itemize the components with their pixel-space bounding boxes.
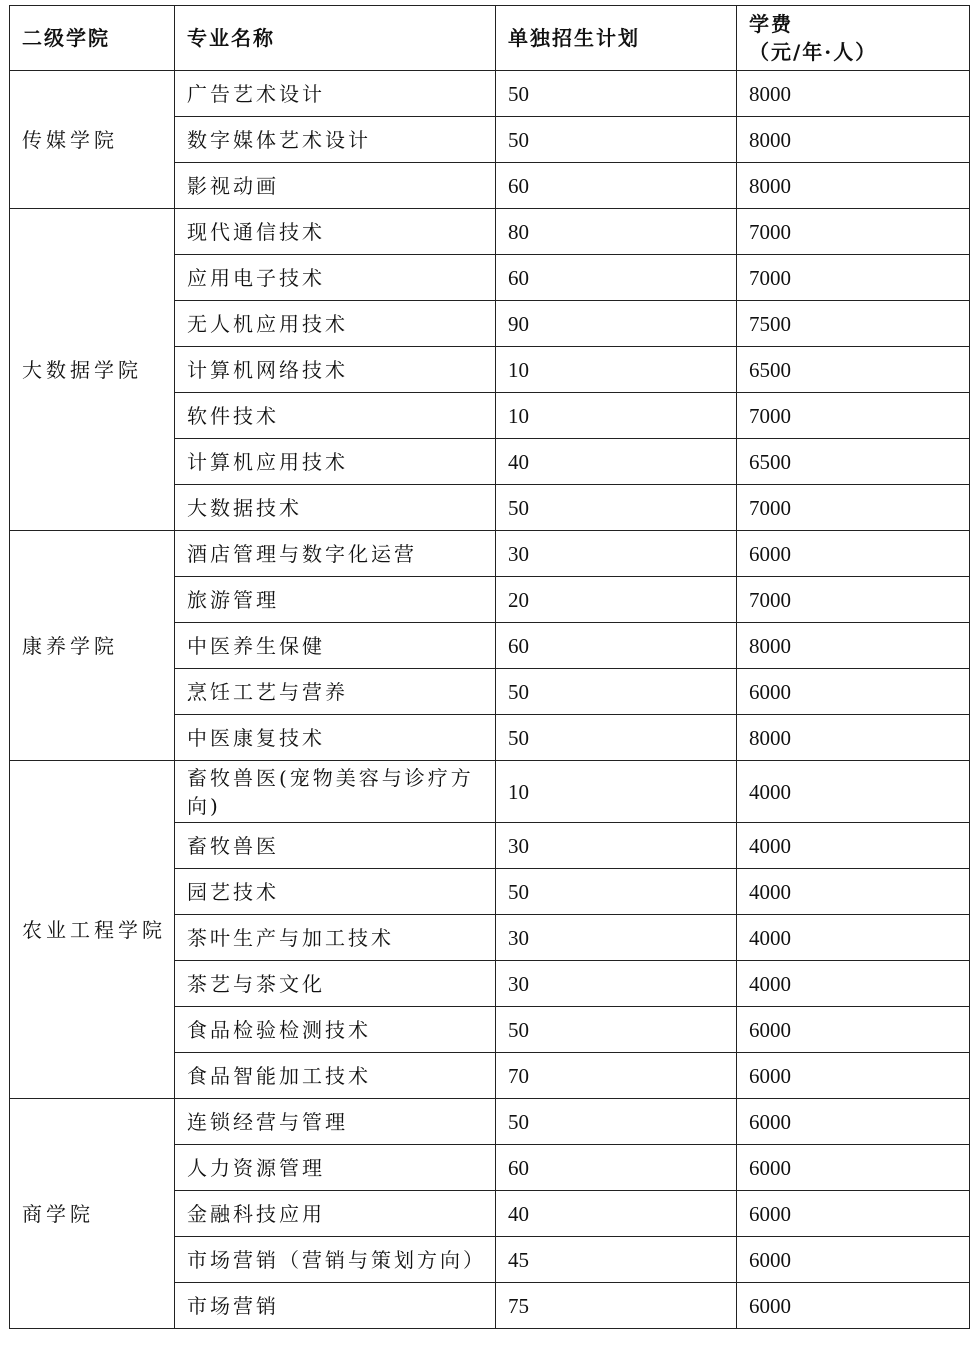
header-fee: [737, 6, 970, 71]
plan-cell: 50: [496, 1099, 737, 1145]
college-cell: 传媒学院: [10, 71, 175, 209]
table-row: [10, 1099, 970, 1145]
college-cell: 农业工程学院: [10, 761, 175, 1099]
fee-cell: 6000: [737, 1237, 970, 1283]
plan-cell: 30: [496, 961, 737, 1007]
major-cell: 烹饪工艺与营养: [175, 669, 496, 715]
fee-cell: 6000: [737, 1145, 970, 1191]
header-college: 二级学院: [10, 6, 175, 71]
fee-cell: 7000: [737, 393, 970, 439]
plan-cell: 60: [496, 1145, 737, 1191]
major-cell: 计算机网络技术: [175, 347, 496, 393]
plan-cell: 75: [496, 1283, 737, 1329]
fee-cell: 4000: [737, 915, 970, 961]
plan-cell: 50: [496, 485, 737, 531]
plan-cell: 30: [496, 531, 737, 577]
plan-cell: 50: [496, 869, 737, 915]
major-cell: 应用电子技术: [175, 255, 496, 301]
major-cell: 市场营销: [175, 1283, 496, 1329]
major-cell: 茶叶生产与加工技术: [175, 915, 496, 961]
major-cell: 软件技术: [175, 393, 496, 439]
fee-cell: 6000: [737, 531, 970, 577]
fee-cell: 6000: [737, 1053, 970, 1099]
fee-cell: 8000: [737, 117, 970, 163]
fee-cell: 6000: [737, 1283, 970, 1329]
plan-cell: 80: [496, 209, 737, 255]
plan-cell: 40: [496, 439, 737, 485]
plan-cell: 45: [496, 1237, 737, 1283]
plan-cell: 50: [496, 71, 737, 117]
major-cell: 畜牧兽医: [175, 823, 496, 869]
plan-cell: 30: [496, 823, 737, 869]
plan-cell: 40: [496, 1191, 737, 1237]
plan-cell: 60: [496, 255, 737, 301]
fee-cell: 6000: [737, 1099, 970, 1145]
major-cell: 食品智能加工技术: [175, 1053, 496, 1099]
major-cell: 园艺技术: [175, 869, 496, 915]
major-cell: 大数据技术: [175, 485, 496, 531]
major-cell: 中医养生保健: [175, 623, 496, 669]
fee-cell: 8000: [737, 623, 970, 669]
major-cell: 人力资源管理: [175, 1145, 496, 1191]
header-fee-line1: 学费: [749, 12, 793, 36]
plan-cell: 10: [496, 761, 737, 823]
plan-cell: 60: [496, 623, 737, 669]
fee-cell: 7000: [737, 209, 970, 255]
header-row: [10, 6, 970, 71]
table-row: [10, 209, 970, 255]
header-major: 专业名称: [175, 6, 496, 71]
college-cell: 大数据学院: [10, 209, 175, 531]
major-cell: 广告艺术设计: [175, 71, 496, 117]
plan-cell: 50: [496, 669, 737, 715]
major-cell: 数字媒体艺术设计: [175, 117, 496, 163]
header-plan: 单独招生计划: [496, 6, 737, 71]
fee-cell: 6000: [737, 1191, 970, 1237]
fee-cell: 6500: [737, 439, 970, 485]
plan-cell: 20: [496, 577, 737, 623]
major-cell: 计算机应用技术: [175, 439, 496, 485]
table-row: [10, 531, 970, 577]
major-cell: 畜牧兽医(宠物美容与诊疗方向): [175, 761, 496, 823]
table-row: [10, 761, 970, 823]
college-cell: 商学院: [10, 1099, 175, 1329]
major-cell: 茶艺与茶文化: [175, 961, 496, 1007]
major-cell: 旅游管理: [175, 577, 496, 623]
plan-cell: 70: [496, 1053, 737, 1099]
plan-cell: 50: [496, 117, 737, 163]
fee-cell: 7500: [737, 301, 970, 347]
plan-cell: 10: [496, 393, 737, 439]
table-row: [10, 71, 970, 117]
fee-cell: 4000: [737, 823, 970, 869]
major-cell: 市场营销（营销与策划方向）: [175, 1237, 496, 1283]
fee-cell: 6000: [737, 1007, 970, 1053]
fee-cell: 7000: [737, 577, 970, 623]
fee-cell: 6000: [737, 669, 970, 715]
plan-cell: 50: [496, 1007, 737, 1053]
fee-cell: 8000: [737, 71, 970, 117]
major-cell: 食品检验检测技术: [175, 1007, 496, 1053]
major-cell: 中医康复技术: [175, 715, 496, 761]
fee-cell: 8000: [737, 715, 970, 761]
plan-cell: 10: [496, 347, 737, 393]
major-cell: 现代通信技术: [175, 209, 496, 255]
fee-cell: 8000: [737, 163, 970, 209]
major-cell: 酒店管理与数字化运营: [175, 531, 496, 577]
fee-cell: 4000: [737, 869, 970, 915]
fee-cell: 6500: [737, 347, 970, 393]
fee-cell: 4000: [737, 961, 970, 1007]
fee-cell: 4000: [737, 761, 970, 823]
plan-cell: 60: [496, 163, 737, 209]
plan-cell: 90: [496, 301, 737, 347]
fee-cell: 7000: [737, 255, 970, 301]
college-cell: 康养学院: [10, 531, 175, 761]
table-body: [10, 71, 970, 1329]
plan-cell: 30: [496, 915, 737, 961]
plan-cell: 50: [496, 715, 737, 761]
major-cell: 无人机应用技术: [175, 301, 496, 347]
fee-cell: 7000: [737, 485, 970, 531]
header-fee-line2: （元/年·人）: [749, 40, 878, 64]
enrollment-table: [9, 5, 970, 1329]
major-cell: 金融科技应用: [175, 1191, 496, 1237]
major-cell: 连锁经营与管理: [175, 1099, 496, 1145]
major-cell: 影视动画: [175, 163, 496, 209]
